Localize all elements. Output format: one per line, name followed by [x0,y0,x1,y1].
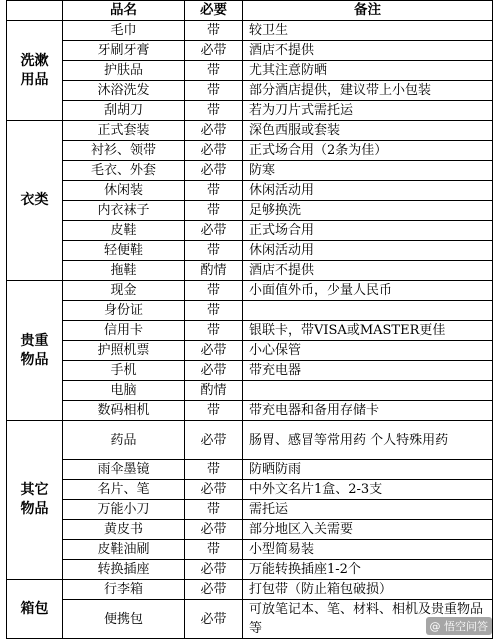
required-cell: 必带 [185,480,243,500]
note-cell [243,381,493,401]
note-cell: 带充电器和备用存储卡 [243,401,493,421]
item-cell: 毛衣、外套 [63,161,185,181]
item-cell: 轻便鞋 [63,241,185,261]
required-cell: 带 [185,460,243,480]
note-cell: 部分酒店提供，建议带上小包装 [243,81,493,101]
note-cell: 防晒防雨 [243,460,493,480]
required-cell: 带 [185,241,243,261]
note-cell: 尤其注意防晒 [243,61,493,81]
table-row [7,500,493,520]
item-cell: 衬衫、领带 [63,141,185,161]
item-cell: 万能小刀 [63,500,185,520]
item-cell: 护肤品 [63,61,185,81]
required-cell: 必带 [185,141,243,161]
header-required: 必要 [185,1,243,21]
table-header-row [7,1,493,21]
table-row [7,161,493,181]
table-row [7,460,493,480]
required-cell: 必带 [185,161,243,181]
table-row [7,101,493,121]
category-cell: 箱包 [7,580,63,639]
item-cell: 数码相机 [63,401,185,421]
item-cell: 刮胡刀 [63,101,185,121]
item-cell: 毛巾 [63,21,185,41]
required-cell: 带 [185,281,243,301]
note-cell: 带充电器 [243,361,493,381]
required-cell: 带 [185,321,243,341]
item-cell: 雨伞墨镜 [63,460,185,480]
table-row [7,341,493,361]
note-cell: 若为刀片式需托运 [243,101,493,121]
table-row [7,241,493,261]
note-cell: 正式场合用（2条为佳） [243,141,493,161]
required-cell: 必带 [185,121,243,141]
table-row [7,600,493,639]
required-cell: 必带 [185,520,243,540]
table-row [7,221,493,241]
table-row [7,41,493,61]
item-cell: 黄皮书 [63,520,185,540]
table-row [7,580,493,600]
category-cell: 其它物品 [7,421,63,580]
required-cell: 必带 [185,341,243,361]
table-row [7,540,493,560]
item-cell: 手机 [63,361,185,381]
required-cell: 带 [185,301,243,321]
note-cell: 小型简易装 [243,540,493,560]
table-row [7,181,493,201]
note-cell: 足够换洗 [243,201,493,221]
table-row [7,261,493,281]
table-row [7,301,493,321]
table-row [7,401,493,421]
required-cell: 酌情 [185,381,243,401]
header-category [7,1,63,21]
note-cell: 万能转换插座1-2个 [243,560,493,580]
note-cell: 正式场合用 [243,221,493,241]
required-cell: 带 [185,61,243,81]
item-cell: 药品 [63,421,185,460]
note-cell: 休闲活动用 [243,241,493,261]
item-cell: 皮鞋油刷 [63,540,185,560]
table-row [7,201,493,221]
note-cell: 可放笔记本、笔、材料、相机及贵重物品等 [243,600,493,639]
packing-checklist-table [6,0,493,639]
item-cell: 正式套装 [63,121,185,141]
required-cell: 酌情 [185,261,243,281]
note-cell: 深色西服或套装 [243,121,493,141]
item-cell: 护照机票 [63,341,185,361]
item-cell: 沐浴洗发 [63,81,185,101]
note-cell: 部分地区入关需要 [243,520,493,540]
table-row [7,421,493,460]
table-row [7,281,493,301]
item-cell: 皮鞋 [63,221,185,241]
table-row [7,81,493,101]
required-cell: 带 [185,201,243,221]
item-cell: 信用卡 [63,321,185,341]
table-row [7,121,493,141]
note-cell: 肠胃、感冒等常用药 个人特殊用药 [243,421,493,460]
note-cell: 休闲活动用 [243,181,493,201]
required-cell: 必带 [185,221,243,241]
note-cell: 打包带（防止箱包破损） [243,580,493,600]
table-row [7,61,493,81]
header-note: 备注 [243,1,493,21]
required-cell: 带 [185,101,243,121]
note-cell: 小心保管 [243,341,493,361]
table-row [7,381,493,401]
category-cell: 衣类 [7,121,63,281]
watermark: @ 悟空问答 [426,617,493,635]
item-cell: 休闲装 [63,181,185,201]
category-cell: 洗漱用品 [7,21,63,121]
table-row [7,21,493,41]
table-row [7,560,493,580]
item-cell: 身份证 [63,301,185,321]
table-row [7,141,493,161]
required-cell: 带 [185,81,243,101]
table-row [7,520,493,540]
required-cell: 必带 [185,560,243,580]
required-cell: 带 [185,401,243,421]
required-cell: 必带 [185,41,243,61]
item-cell: 名片、笔 [63,480,185,500]
note-cell: 需托运 [243,500,493,520]
note-cell: 小面值外币，少量人民币 [243,281,493,301]
item-cell: 电脑 [63,381,185,401]
required-cell: 必带 [185,580,243,600]
category-cell: 贵重物品 [7,281,63,421]
item-cell: 拖鞋 [63,261,185,281]
table-row [7,361,493,381]
required-cell: 带 [185,540,243,560]
table-row [7,480,493,500]
header-item: 品名 [63,1,185,21]
note-cell: 中外文名片1盒、2-3支 [243,480,493,500]
note-cell: 酒店不提供 [243,261,493,281]
required-cell: 必带 [185,600,243,639]
item-cell: 转换插座 [63,560,185,580]
table-body [7,21,493,639]
note-cell: 较卫生 [243,21,493,41]
item-cell: 内衣袜子 [63,201,185,221]
note-cell: 酒店不提供 [243,41,493,61]
item-cell: 牙刷牙膏 [63,41,185,61]
required-cell: 带 [185,21,243,41]
item-cell: 现金 [63,281,185,301]
required-cell: 必带 [185,421,243,460]
note-cell [243,301,493,321]
note-cell: 防寒 [243,161,493,181]
table-row [7,321,493,341]
required-cell: 带 [185,181,243,201]
required-cell: 必带 [185,361,243,381]
note-cell: 银联卡，带VISA或MASTER更佳 [243,321,493,341]
item-cell: 行李箱 [63,580,185,600]
required-cell: 带 [185,500,243,520]
item-cell: 便携包 [63,600,185,639]
